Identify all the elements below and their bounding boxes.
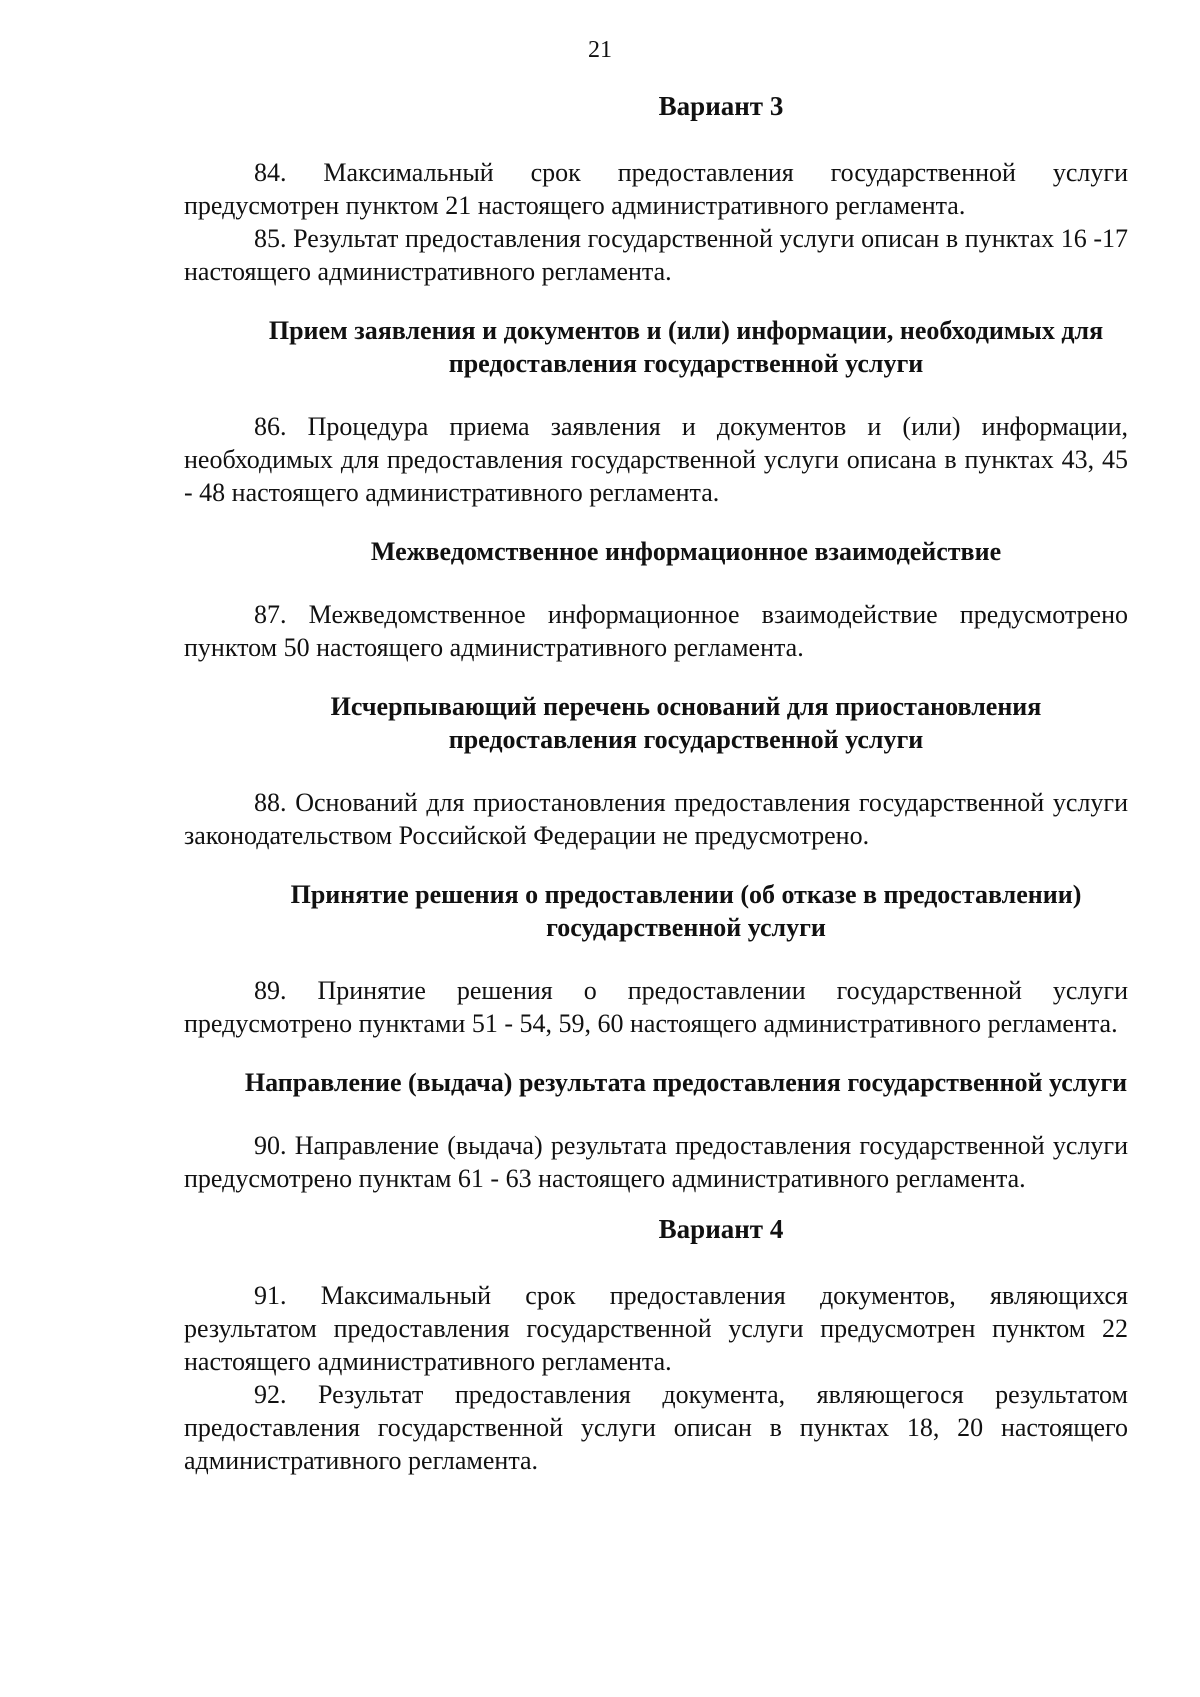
- variant-3-heading: Вариант 3: [658, 91, 784, 121]
- paragraph-89: 89. Принятие решения о предоставлении государственной услуги предусмотрено пунктами 51 - 54, 59, 60 настоящего административного регламента.: [184, 976, 1128, 1038]
- paragraph-92: 92. Результат предоставления документа, являющегося результатом предоставления государственной услуги описан в пунктах 18, 20 настоящего административного регламента.: [184, 1380, 1128, 1475]
- paragraph-90: 90. Направление (выдача) результата предоставления государственной услуги предусмотрено пунктам 61 - 63 настоящего административного регламента.: [184, 1131, 1128, 1193]
- section-heading-suspension: Исчерпывающий перечень оснований для приостановления предоставления государственной услуги: [330, 692, 1042, 754]
- paragraph-91: 91. Максимальный срок предоставления документов, являющихся результатом предоставления государственной услуги предусмотрен пунктом 22 настоящего административного регламента.: [184, 1281, 1128, 1376]
- spacer: [184, 1195, 1128, 1213]
- section-heading-delivery: Направление (выдача) результата предоставления государственной услуги: [244, 1068, 1128, 1097]
- section-heading-reception: Прием заявления и документов и (или) информации, необходимых для предоставления государственной услуги: [268, 316, 1104, 378]
- section-heading-decision: Принятие решения о предоставлении (об отказе в предоставлении) государственной услуги: [290, 880, 1082, 942]
- paragraph-87: 87. Межведомственное информационное взаимодействие предусмотрено пунктом 50 настоящего административного регламента.: [184, 600, 1128, 662]
- paragraph-84: 84. Максимальный срок предоставления государственной услуги предусмотрен пунктом 21 настоящего административного регламента.: [184, 158, 1128, 220]
- paragraph-85: 85. Результат предоставления государственной услуги описан в пунктах 16 -17 настоящего административного регламента.: [184, 224, 1128, 286]
- page-number: 21: [588, 37, 612, 63]
- variant-4-heading: Вариант 4: [658, 1214, 784, 1244]
- paragraph-88: 88. Оснований для приостановления предоставления государственной услуги законодательством Российской Федерации не предусмотрено.: [184, 788, 1128, 850]
- section-heading-interagency: Межведомственное информационное взаимодействие: [370, 537, 1002, 566]
- document-body: [184, 90, 1128, 1477]
- paragraph-86: 86. Процедура приема заявления и документов и (или) информации, необходимых для предоставления государственной услуги описана в пунктах 43, 45 - 48 настоящего административного регламента.: [184, 412, 1128, 507]
